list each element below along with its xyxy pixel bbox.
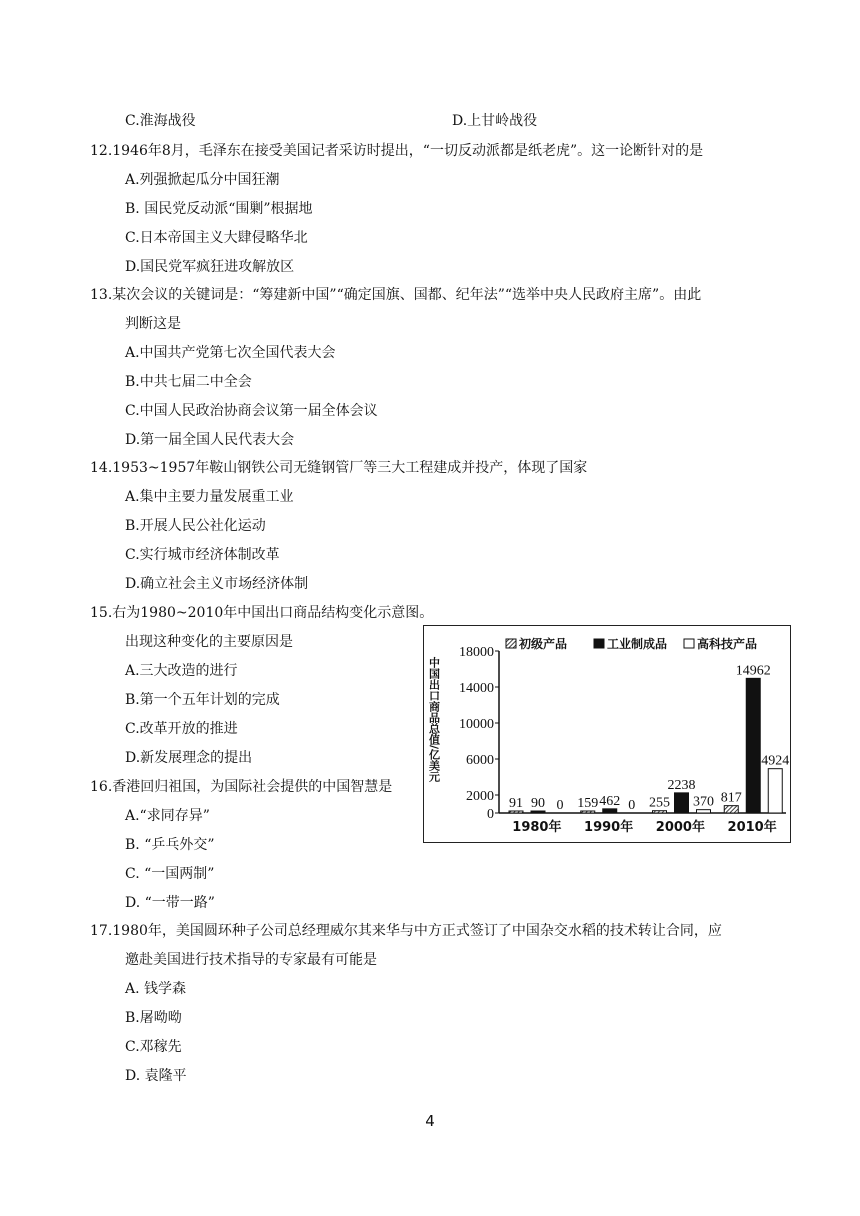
text-line-q11d: D.上甘岭战役 xyxy=(452,113,538,129)
legend-swatch-1 xyxy=(506,639,516,648)
text-line-q14d: D.确立社会主义市场经济体制 xyxy=(125,576,309,592)
text-line-q17b: B.屠呦呦 xyxy=(125,1010,182,1026)
text-line-q16b: B. “乒乓外交” xyxy=(125,837,215,853)
legend-swatch-3 xyxy=(684,639,694,648)
y-tick-label: 6000 xyxy=(466,753,494,768)
text-line-q16: 16.香港回归祖国，为国际社会提供的中国智慧是 xyxy=(90,779,393,795)
bar-1-1 xyxy=(509,811,523,813)
y-tick-label: 18000 xyxy=(459,645,494,660)
text-line-q13c: C.中国人民政治协商会议第一届全体会议 xyxy=(125,403,378,419)
chart-canvas xyxy=(424,626,790,842)
y-tick-label: 0 xyxy=(487,807,494,822)
text-line-q16a: A.“求同存异” xyxy=(125,808,210,824)
text-line-q14c: C.实行城市经济体制改革 xyxy=(125,547,280,563)
bar-label-1-4: 817 xyxy=(720,790,742,806)
text-line-q12: 12.1946年8月，毛泽东在接受美国记者采访时提出，“一切反动派都是纸老虎”。这一论断针对的是 xyxy=(90,143,704,159)
text-line-q13b2: 判断这是 xyxy=(125,316,181,332)
bar-2-3 xyxy=(675,793,689,813)
text-line-q15: 15.右为1980~2010年中国出口商品结构变化示意图。 xyxy=(90,605,434,621)
text-line-q15b: 出现这种变化的主要原因是 xyxy=(125,634,293,650)
bar-2-2 xyxy=(603,809,617,813)
text-line-q14: 14.1953~1957年鞍山钢铁公司无缝钢管厂等三大工程建成并投产，体现了国家 xyxy=(90,460,588,476)
bar-label-1-2: 159 xyxy=(577,796,599,811)
legend-label-1: 初级产品 xyxy=(519,637,568,651)
bar-3-3 xyxy=(697,810,711,813)
bar-label-1-3: 255 xyxy=(649,795,670,811)
text-line-q16c: C. “一国两制” xyxy=(125,866,215,882)
bar-1-3 xyxy=(653,811,667,813)
bar-label-2-3: 2238 xyxy=(667,777,696,793)
text-line-q15d: D.新发展理念的提出 xyxy=(125,750,253,766)
export-structure-chart xyxy=(423,625,791,843)
y-tick-label: 10000 xyxy=(459,717,494,732)
text-line-q13: 13.某次会议的关键词是：“筹建新中国”“确定国旗、国都、纪年法”“选举中央人民政府主席”。由此 xyxy=(90,287,702,303)
bar-label-3-2: 0 xyxy=(628,798,636,813)
text-line-q15bb: B.第一个五年计划的完成 xyxy=(125,692,280,708)
text-line-q15c: C.改革开放的推进 xyxy=(125,721,238,737)
text-line-q12a: A.列强掀起瓜分中国狂潮 xyxy=(125,172,280,188)
page-number: 4 xyxy=(425,1112,435,1130)
legend-swatch-2 xyxy=(594,639,604,648)
y-axis-label: 中国出口商品总值/亿美元 xyxy=(427,657,441,783)
bar-label-2-1: 90 xyxy=(531,796,545,811)
text-line-q16d: D. “一带一路” xyxy=(125,895,215,911)
bar-2-4 xyxy=(746,678,760,813)
text-line-q17c: C.邓稼先 xyxy=(125,1039,182,1055)
text-line-q17: 17.1980年，美国圆环种子公司总经理威尔其来华与中方正式签订了中国杂交水稻的技术转让合同，应 xyxy=(90,923,722,939)
bar-1-2 xyxy=(581,811,595,813)
bar-label-2-2: 462 xyxy=(599,793,621,809)
text-line-q11c: C.淮海战役 xyxy=(125,113,196,129)
bar-2-1 xyxy=(531,811,545,813)
bar-label-3-1: 0 xyxy=(556,798,564,813)
text-line-q12c: C.日本帝国主义大肆侵略华北 xyxy=(125,230,308,246)
x-tick-label-4: 2010年 xyxy=(727,820,777,835)
text-line-q13a: A.中国共产党第七次全国代表大会 xyxy=(125,345,336,361)
legend-label-3: 高科技产品 xyxy=(697,637,758,651)
legend-label-2: 工业制成品 xyxy=(607,637,668,651)
bar-label-2-4: 14962 xyxy=(735,663,771,679)
y-tick-label: 14000 xyxy=(459,681,494,696)
text-line-q17b2: 邀赴美国进行技术指导的专家最有可能是 xyxy=(125,952,377,968)
bar-1-4 xyxy=(724,806,738,813)
text-line-q12b: B. 国民党反动派“围剿”根据地 xyxy=(125,201,313,217)
bar-label-1-1: 91 xyxy=(509,796,523,811)
text-line-q12d: D.国民党军疯狂进攻解放区 xyxy=(125,259,295,275)
bar-label-3-4: 4924 xyxy=(761,753,790,769)
bar-label-3-3: 370 xyxy=(693,794,714,810)
text-line-q15a: A.三大改造的进行 xyxy=(125,663,238,679)
text-line-q13b: B.中共七届二中全会 xyxy=(125,374,252,390)
x-tick-label-1: 1980年 xyxy=(512,820,562,835)
text-line-q17a: A. 钱学森 xyxy=(125,981,187,997)
x-tick-label-2: 1990年 xyxy=(584,820,634,835)
y-tick-label: 2000 xyxy=(466,789,494,804)
text-line-q13d: D.第一届全国人民代表大会 xyxy=(125,432,295,448)
text-line-q14b: B.开展人民公社化运动 xyxy=(125,518,266,534)
text-line-q17d: D. 袁隆平 xyxy=(125,1068,187,1084)
bar-3-4 xyxy=(768,769,782,813)
x-tick-label-3: 2000年 xyxy=(655,820,705,835)
text-line-q14a: A.集中主要力量发展重工业 xyxy=(125,489,294,505)
